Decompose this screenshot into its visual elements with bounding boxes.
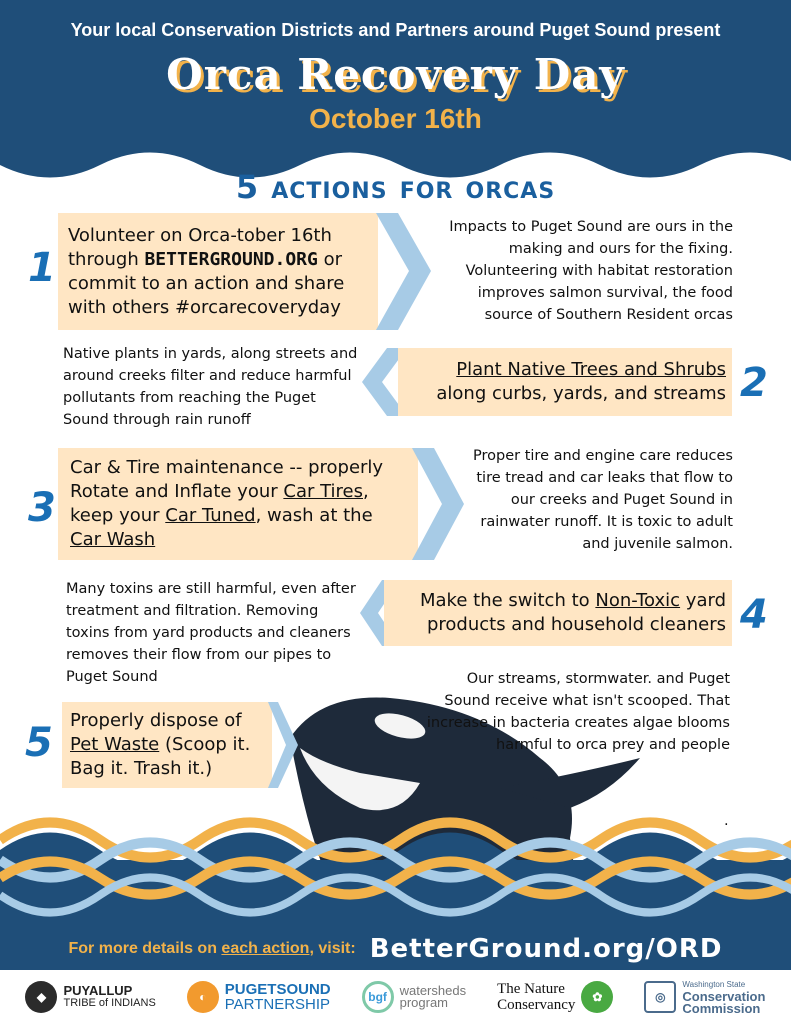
presenter-line: Your local Conservation Districts and Partners around Puget Sound present: [70, 20, 721, 40]
partner-logos: [0, 970, 791, 1024]
footer-url-link[interactable]: BetterGround.org/ORD: [369, 934, 723, 964]
car-tuned-link[interactable]: Car Tuned: [165, 505, 256, 526]
tnc-logo: The Nature Conservancy ✿: [497, 981, 613, 1013]
action-2-box: [398, 348, 732, 416]
action-4-box: [384, 580, 732, 646]
footer-text: For more details on each action, visit:: [68, 940, 356, 957]
car-wash-link[interactable]: Car Wash: [70, 529, 156, 550]
bottom-waves: [0, 800, 791, 930]
action-1-number: 1: [28, 245, 56, 291]
leaf-icon: ✿: [581, 981, 613, 1013]
car-tires-link[interactable]: Car Tires: [283, 481, 363, 502]
action-4-number: 4: [740, 592, 768, 638]
action-4-description: Many toxins are still harmful, even after treatment and filtration. Removing toxins from yard products and cleaners removes their flow from our pipes to Puget Sound: [66, 581, 356, 685]
betterground-link[interactable]: BETTERGROUND.ORG: [144, 248, 318, 270]
wscc-logo: ◎ Washington State Conservation Commission: [644, 979, 765, 1015]
action-3-description: Proper tire and engine care reduces tire tread and car leaks that flow to our creeks and Puget Sound in rainwater runoff. It is toxic to adult and juvenile salmon.: [473, 448, 733, 552]
action-1-description: Impacts to Puget Sound are ours in the making and ours for the fixing. Volunteering with habitat restoration improves salmon survival, the food source of Southern Resident orcas: [449, 219, 733, 323]
puyallup-logo: ◆ PUYALLUP TRIBE of INDIANS: [25, 981, 155, 1013]
action-2-number: 2: [740, 360, 768, 406]
section-heading: 5 actions for orcas: [235, 168, 556, 206]
pet-waste-link[interactable]: Pet Waste: [70, 734, 160, 755]
action-5-trailing-dot: .: [724, 813, 729, 829]
action-5-chevron: [268, 702, 298, 788]
orca-emblem-icon: ◆: [25, 981, 57, 1013]
watersheds-logo: bgf watersheds program: [362, 981, 466, 1013]
wscc-emblem-icon: ◎: [644, 981, 676, 1013]
action-3-box: [58, 448, 418, 560]
plant-native-link[interactable]: Plant Native Trees and Shrubs: [456, 359, 726, 380]
action-4-text: Make the switch to Non-Toxic yard products and household cleaners: [420, 590, 726, 635]
bgf-emblem-icon: bgf: [362, 981, 394, 1013]
psp-logo: ◐ PUGETSOUND PARTNERSHIP: [187, 981, 331, 1013]
action-5-description: Our streams, stormwater. and Puget Sound receive what isn't scooped. That increase in bacteria creates algae blooms harmful to orca prey and people: [426, 671, 730, 753]
action-3-text: Car & Tire maintenance -- properly Rotate and Inflate your Car Tires, keep your Car Tuned, wash at the Car Wash: [70, 457, 384, 550]
action-5-number: 5: [25, 720, 53, 766]
footer-line: [0, 932, 791, 966]
page-title: Orca Recovery Day: [166, 50, 625, 99]
action-1-chevron: [376, 213, 431, 330]
action-1-text: Volunteer on Orca-tober 16th through BETTERGROUND.ORG or commit to an action and share with others #orcarecoveryday: [68, 224, 345, 318]
action-2-text: Plant Native Trees and Shrubs along curbs, yards, and streams: [436, 359, 726, 404]
each-action-link[interactable]: each action: [221, 940, 310, 957]
action-5-text: Properly dispose of Pet Waste (Scoop it. Bag it. Trash it.): [70, 710, 251, 779]
action-5-box: [62, 702, 272, 788]
psp-emblem-icon: ◐: [187, 981, 219, 1013]
action-3-number: 3: [28, 485, 56, 531]
action-2-description: Native plants in yards, along streets and around creeks filter and reduce harmful pollutants from reaching the Puget Sound through rain runoff: [63, 346, 358, 428]
event-date: October 16th: [309, 103, 482, 134]
action-1-box: [58, 213, 378, 330]
non-toxic-link[interactable]: Non-Toxic: [595, 590, 681, 611]
